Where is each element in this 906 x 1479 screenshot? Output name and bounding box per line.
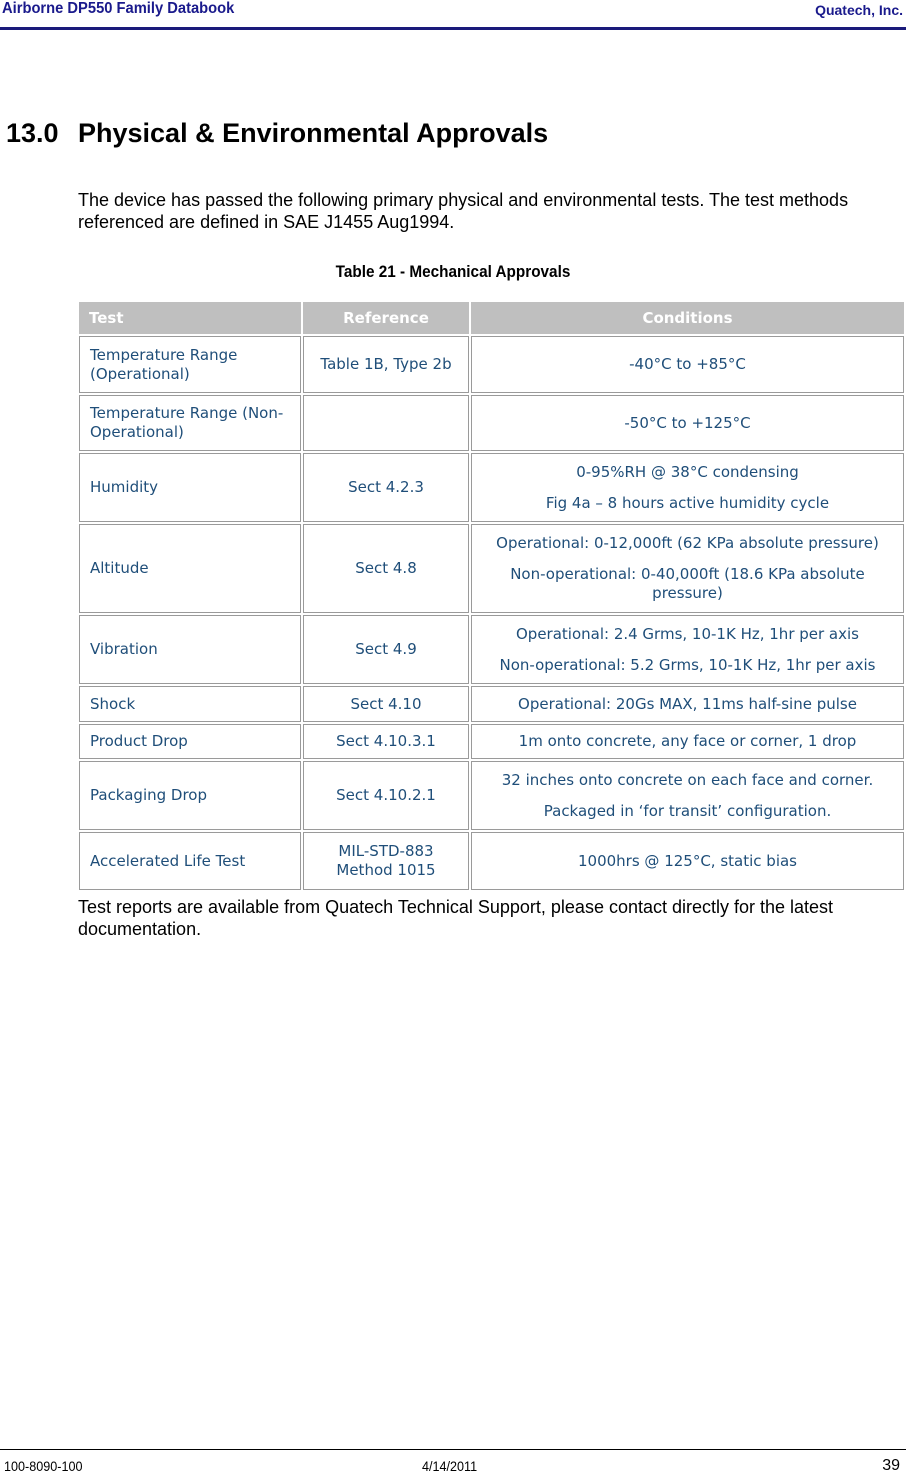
footer-page-number: 39 [882, 1457, 900, 1474]
conditions-cell [471, 761, 904, 830]
section-heading [6, 118, 548, 149]
test-cell: Temperature Range (Non-Operational) [79, 395, 301, 451]
table-row [79, 336, 904, 393]
condition-line: Non-operational: 5.2 Grms, 10-1K Hz, 1hr per axis [499, 655, 876, 674]
table-header-row [79, 302, 904, 334]
column-header-conditions: Conditions [471, 302, 904, 334]
page-header [0, 0, 906, 30]
test-cell: Temperature Range (Operational) [79, 336, 301, 393]
conditions-cell [471, 615, 904, 684]
table-row [79, 832, 904, 890]
reference-cell: Sect 4.9 [303, 615, 469, 684]
reference-cell: MIL-STD-883 Method 1015 [303, 832, 469, 890]
table-row [79, 615, 904, 684]
reference-cell: Table 1B, Type 2b [303, 336, 469, 393]
section-number: 13.0 [6, 118, 59, 148]
conditions-cell [471, 524, 904, 613]
condition-line: Operational: 2.4 Grms, 10-1K Hz, 1hr per axis [515, 624, 859, 643]
test-cell: Vibration [79, 615, 301, 684]
column-header-reference: Reference [303, 302, 469, 334]
table-row [79, 395, 904, 451]
condition-line: 32 inches onto concrete on each face and corner. [501, 770, 874, 789]
condition-line: Operational: 20Gs MAX, 11ms half-sine pulse [518, 694, 857, 713]
test-cell: Product Drop [79, 724, 301, 759]
condition-line: -40°C to +85°C [629, 355, 746, 373]
footer-divider [0, 1449, 906, 1450]
reference-cell: Sect 4.10 [303, 686, 469, 722]
reference-cell: Sect 4.10.3.1 [303, 724, 469, 759]
company-name: Quatech, Inc. [815, 2, 903, 18]
table-caption: Table 21 - Mechanical Approvals [335, 262, 571, 281]
conditions-cell [471, 724, 904, 759]
condition-line: Non-operational: 0-40,000ft (18.6 KPa absolute pressure) [510, 565, 865, 602]
condition-line: 0-95%RH @ 38°C condensing [576, 462, 799, 481]
condition-line: Fig 4a – 8 hours active humidity cycle [545, 493, 830, 512]
reference-cell: Sect 4.10.2.1 [303, 761, 469, 830]
closing-paragraph: Test reports are available from Quatech Technical Support, please contact directly for the latest documentation. [78, 897, 834, 939]
intro-paragraph: The device has passed the following primary physical and environmental tests. The test methods referenced are defined in SAE J1455 Aug1994. [78, 190, 849, 232]
table-row [79, 724, 904, 759]
reference-cell: Sect 4.8 [303, 524, 469, 613]
mechanical-approvals-table [77, 300, 906, 892]
section-title: Physical & Environmental Approvals [78, 118, 549, 148]
condition-line: 1000hrs @ 125°C, static bias [578, 851, 797, 870]
test-cell: Accelerated Life Test [79, 832, 301, 890]
conditions-cell [471, 336, 904, 393]
condition-line: -50°C to +125°C [624, 413, 751, 432]
table-row [79, 761, 904, 830]
test-cell: Shock [79, 686, 301, 722]
conditions-cell [471, 395, 904, 451]
databook-title: Airborne DP550 Family Databook [2, 0, 235, 17]
conditions-cell [471, 686, 904, 722]
reference-cell: Sect 4.2.3 [303, 453, 469, 522]
test-cell: Altitude [79, 524, 301, 613]
table-row [79, 453, 904, 522]
footer-document-number: 100-8090-100 [4, 1458, 83, 1474]
test-cell: Humidity [79, 453, 301, 522]
test-cell: Packaging Drop [79, 761, 301, 830]
reference-cell [303, 395, 469, 451]
condition-line: Operational: 0-12,000ft (62 KPa absolute pressure) [496, 534, 879, 552]
condition-line: 1m onto concrete, any face or corner, 1 drop [518, 732, 857, 750]
conditions-cell [471, 453, 904, 522]
footer-date: 4/14/2011 [422, 1458, 478, 1474]
table-row [79, 686, 904, 722]
condition-line: Packaged in ‘for transit’ configuration. [543, 801, 832, 820]
conditions-cell [471, 832, 904, 890]
table-row [79, 524, 904, 613]
column-header-test: Test [79, 302, 301, 334]
